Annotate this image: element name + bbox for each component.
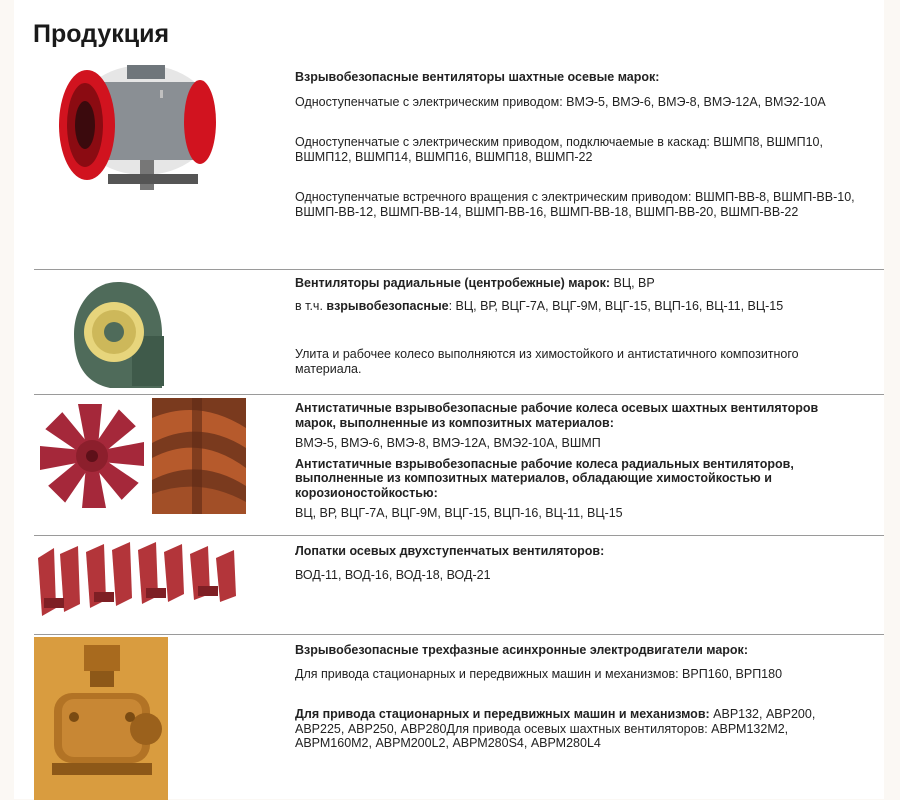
blades-text: [295, 544, 855, 582]
axial-fans-title: Взрывобезопасные вентиляторы шахтные осевые марок:: [295, 70, 660, 84]
product-page: [14, 0, 884, 799]
motors-title: Взрывобезопасные трехфазные асинхронные электродвигатели марок:: [295, 643, 748, 657]
radial-fans-explosion-proof: взрывобезопасные: [326, 298, 449, 313]
radial-fans-prefix: в т.ч.: [295, 298, 327, 313]
blades-title: Лопатки осевых двухступенчатых вентиляторов:: [295, 544, 605, 558]
impellers-axial-models: ВМЭ-5, ВМЭ-6, ВМЭ-8, ВМЭ-12А, ВМЭ2-10А, ВШМП: [295, 436, 601, 450]
axial-fans-line-1: Одноступенчатые с электрическим приводом: ВМЭ-5, ВМЭ-6, ВМЭ-8, ВМЭ-12А, ВМЭ2-10А: [295, 94, 826, 109]
impellers-text: [295, 401, 855, 521]
page-title: Продукция: [33, 20, 170, 48]
radial-fan-image: [70, 278, 166, 390]
section-axial-mine-fans: [34, 60, 884, 268]
radial-fans-note: Улита и рабочее колесо выполняются из химостойкого и антистатичного композитного материала.: [295, 347, 799, 376]
section-radial-fans: [34, 269, 884, 394]
impellers-radial-models: ВЦ, ВР, ВЦГ-7А, ВЦГ-9М, ВЦГ-15, ВЦП-16, ВЦ-11, ВЦ-15: [295, 506, 623, 520]
impellers-axial-title: Антистатичные взрывобезопасные рабочие колеса осевых шахтных вентиляторов марок, выполненные из композитных материалов:: [295, 401, 819, 430]
motor-image: [34, 637, 168, 800]
axial-fans-text: [295, 70, 855, 219]
radial-fans-title: Вентиляторы радиальные (центробежные) марок:: [295, 276, 611, 290]
motors-text: [295, 643, 855, 751]
section-blades: [34, 535, 884, 634]
radial-impeller-image: [152, 398, 246, 514]
radial-fans-text: [295, 276, 855, 376]
axial-fans-line-2: Одноступенчатые с электрическим приводом, подключаемые в каскад: ВШМП8, ВШМП10, ВШМП12, ВШМП14, ВШМП16, ВШМП18, ВШМП-22: [295, 135, 823, 164]
axial-fans-line-3: Одноступенчатые встречного вращения с электрическим приводом: ВШМП-ВВ-8, ВШМП-ВВ-10, ВШМП-ВВ-12, ВШМП-ВВ-14, ВШМП-ВВ-16, ВШМП-ВВ-18, ВШМП-ВВ-20, ВШМП-ВВ-22: [295, 190, 855, 219]
motors-line-2-rest: АВР132, АВР200, АВР225, АВР250, АВР280Для привода осевых шахтных вентиляторов: АВРМ132М2, АВРМ160М2, АВРМ200L2, АВРМ280S4, АВРМ280L4: [295, 707, 816, 750]
section-motors: [34, 634, 884, 800]
axial-fan-image: [52, 60, 222, 198]
motors-line-1: Для привода стационарных и передвижных машин и механизмов: ВРП160, ВРП180: [295, 666, 783, 681]
impellers-radial-title: Антистатичные взрывобезопасные рабочие колеса радиальных вентиляторов, выполненные из композитных материалов, обладающие химостойкостью и корозионостойкостью:: [295, 456, 794, 500]
radial-fans-models: : ВЦ, ВР, ВЦГ-7А, ВЦГ-9М, ВЦГ-15, ВЦП-16, ВЦ-11, ВЦ-15: [448, 298, 784, 313]
blades-image: [34, 538, 242, 620]
motors-line-2-bold: Для привода стационарных и передвижных машин и механизмов:: [295, 707, 710, 721]
radial-fans-title-suffix: ВЦ, ВР: [610, 276, 655, 290]
axial-impeller-image: [34, 398, 150, 514]
section-impellers: [34, 394, 884, 535]
blades-models: ВОД-11, ВОД-16, ВОД-18, ВОД-21: [295, 567, 491, 582]
